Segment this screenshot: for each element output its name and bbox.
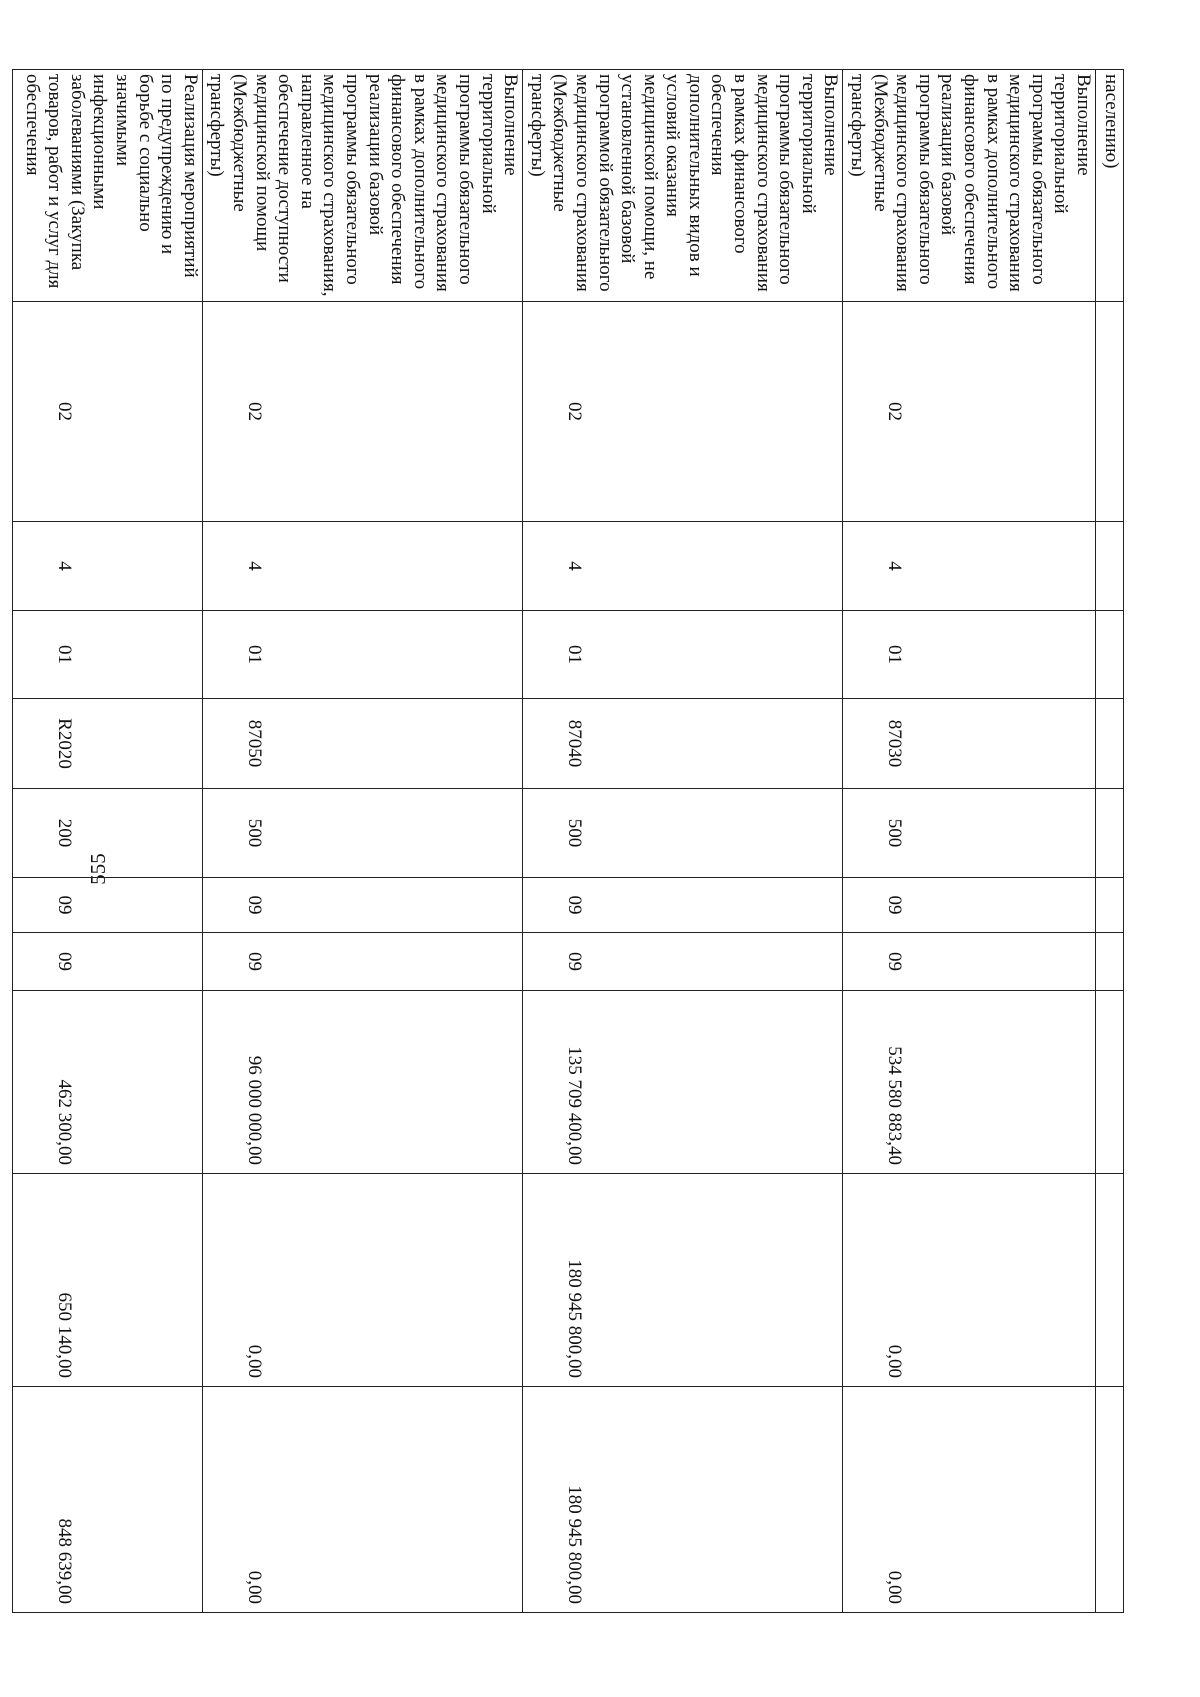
code-cell: 87040 bbox=[523, 699, 843, 789]
cell bbox=[1096, 933, 1124, 991]
cell bbox=[1096, 1174, 1124, 1387]
code-cell: R2020 bbox=[12, 699, 202, 789]
table-row bbox=[523, 70, 843, 1613]
table-row bbox=[1096, 70, 1124, 1613]
amount-cell: 534 580 883,40 bbox=[843, 991, 1096, 1174]
amount-cell: 848 639,00 bbox=[12, 1387, 202, 1613]
cell bbox=[1096, 1387, 1124, 1613]
code-cell: 4 bbox=[843, 522, 1096, 611]
amount-cell: 650 140,00 bbox=[12, 1174, 202, 1387]
cell bbox=[1096, 789, 1124, 878]
page-number: 555 bbox=[86, 853, 110, 885]
code-cell: 01 bbox=[202, 611, 522, 699]
budget-table bbox=[12, 69, 1124, 1613]
code-cell: 4 bbox=[523, 522, 843, 611]
code-cell: 02 bbox=[523, 302, 843, 522]
code-cell: 01 bbox=[12, 611, 202, 699]
row-description: Реализация мероприятий по предупреждению и борьбе с социально значимыми инфекционными заболеваниями (Закупка товаров, работ и услуг для обеспечения bbox=[12, 70, 202, 302]
amount-cell: 180 945 800,00 bbox=[523, 1387, 843, 1613]
amount-cell: 0,00 bbox=[202, 1387, 522, 1613]
code-cell: 01 bbox=[523, 611, 843, 699]
amount-cell: 96 000 000,00 bbox=[202, 991, 522, 1174]
row-description: Выполнение территориальной программы обязательного медицинского страхования в рамках дополнительного финансового обеспечения реализации базовой программы обязательного медицинского страхования, направленное на обеспечение доступности медицинской помощи (Межбюджетные трансферты) bbox=[202, 70, 522, 302]
code-cell: 09 bbox=[843, 878, 1096, 933]
code-cell: 4 bbox=[202, 522, 522, 611]
cell bbox=[1096, 611, 1124, 699]
table-row bbox=[202, 70, 522, 1613]
cell bbox=[1096, 878, 1124, 933]
code-cell: 87050 bbox=[202, 699, 522, 789]
amount-cell: 180 945 800,00 bbox=[523, 1174, 843, 1387]
row-description: Выполнение территориальной программы обязательного медицинского страхования в рамках финансового обеспечения дополнительных видов и условий оказания медицинской помощи, не установленной базовой программой обязательного медицинского страхования (Межбюджетные трансферты) bbox=[523, 70, 843, 302]
code-cell: 4 bbox=[12, 522, 202, 611]
row-description: населению) bbox=[1096, 70, 1124, 302]
cell bbox=[1096, 699, 1124, 789]
code-cell: 500 bbox=[523, 789, 843, 878]
code-cell: 02 bbox=[12, 302, 202, 522]
cell bbox=[1096, 522, 1124, 611]
cell bbox=[1096, 302, 1124, 522]
amount-cell: 0,00 bbox=[843, 1174, 1096, 1387]
code-cell: 09 bbox=[12, 933, 202, 991]
amount-cell: 0,00 bbox=[202, 1174, 522, 1387]
code-cell: 09 bbox=[202, 933, 522, 991]
table-row bbox=[12, 70, 202, 1613]
row-description: Выполнение территориальной программы обязательного медицинского страхования в рамках дополнительного финансового обеспечения реализации базовой программы обязательного медицинского страхования (Межбюджетные трансферты) bbox=[843, 70, 1096, 302]
code-cell: 87030 bbox=[843, 699, 1096, 789]
code-cell: 500 bbox=[843, 789, 1096, 878]
code-cell: 09 bbox=[843, 933, 1096, 991]
amount-cell: 135 709 400,00 bbox=[523, 991, 843, 1174]
code-cell: 09 bbox=[523, 933, 843, 991]
code-cell: 200 bbox=[12, 789, 202, 878]
code-cell: 02 bbox=[202, 302, 522, 522]
amount-cell: 0,00 bbox=[843, 1387, 1096, 1613]
code-cell: 09 bbox=[12, 878, 202, 933]
code-cell: 02 bbox=[843, 302, 1096, 522]
cell bbox=[1096, 991, 1124, 1174]
table-row bbox=[843, 70, 1096, 1613]
code-cell: 500 bbox=[202, 789, 522, 878]
code-cell: 01 bbox=[843, 611, 1096, 699]
code-cell: 09 bbox=[202, 878, 522, 933]
amount-cell: 462 300,00 bbox=[12, 991, 202, 1174]
code-cell: 09 bbox=[523, 878, 843, 933]
